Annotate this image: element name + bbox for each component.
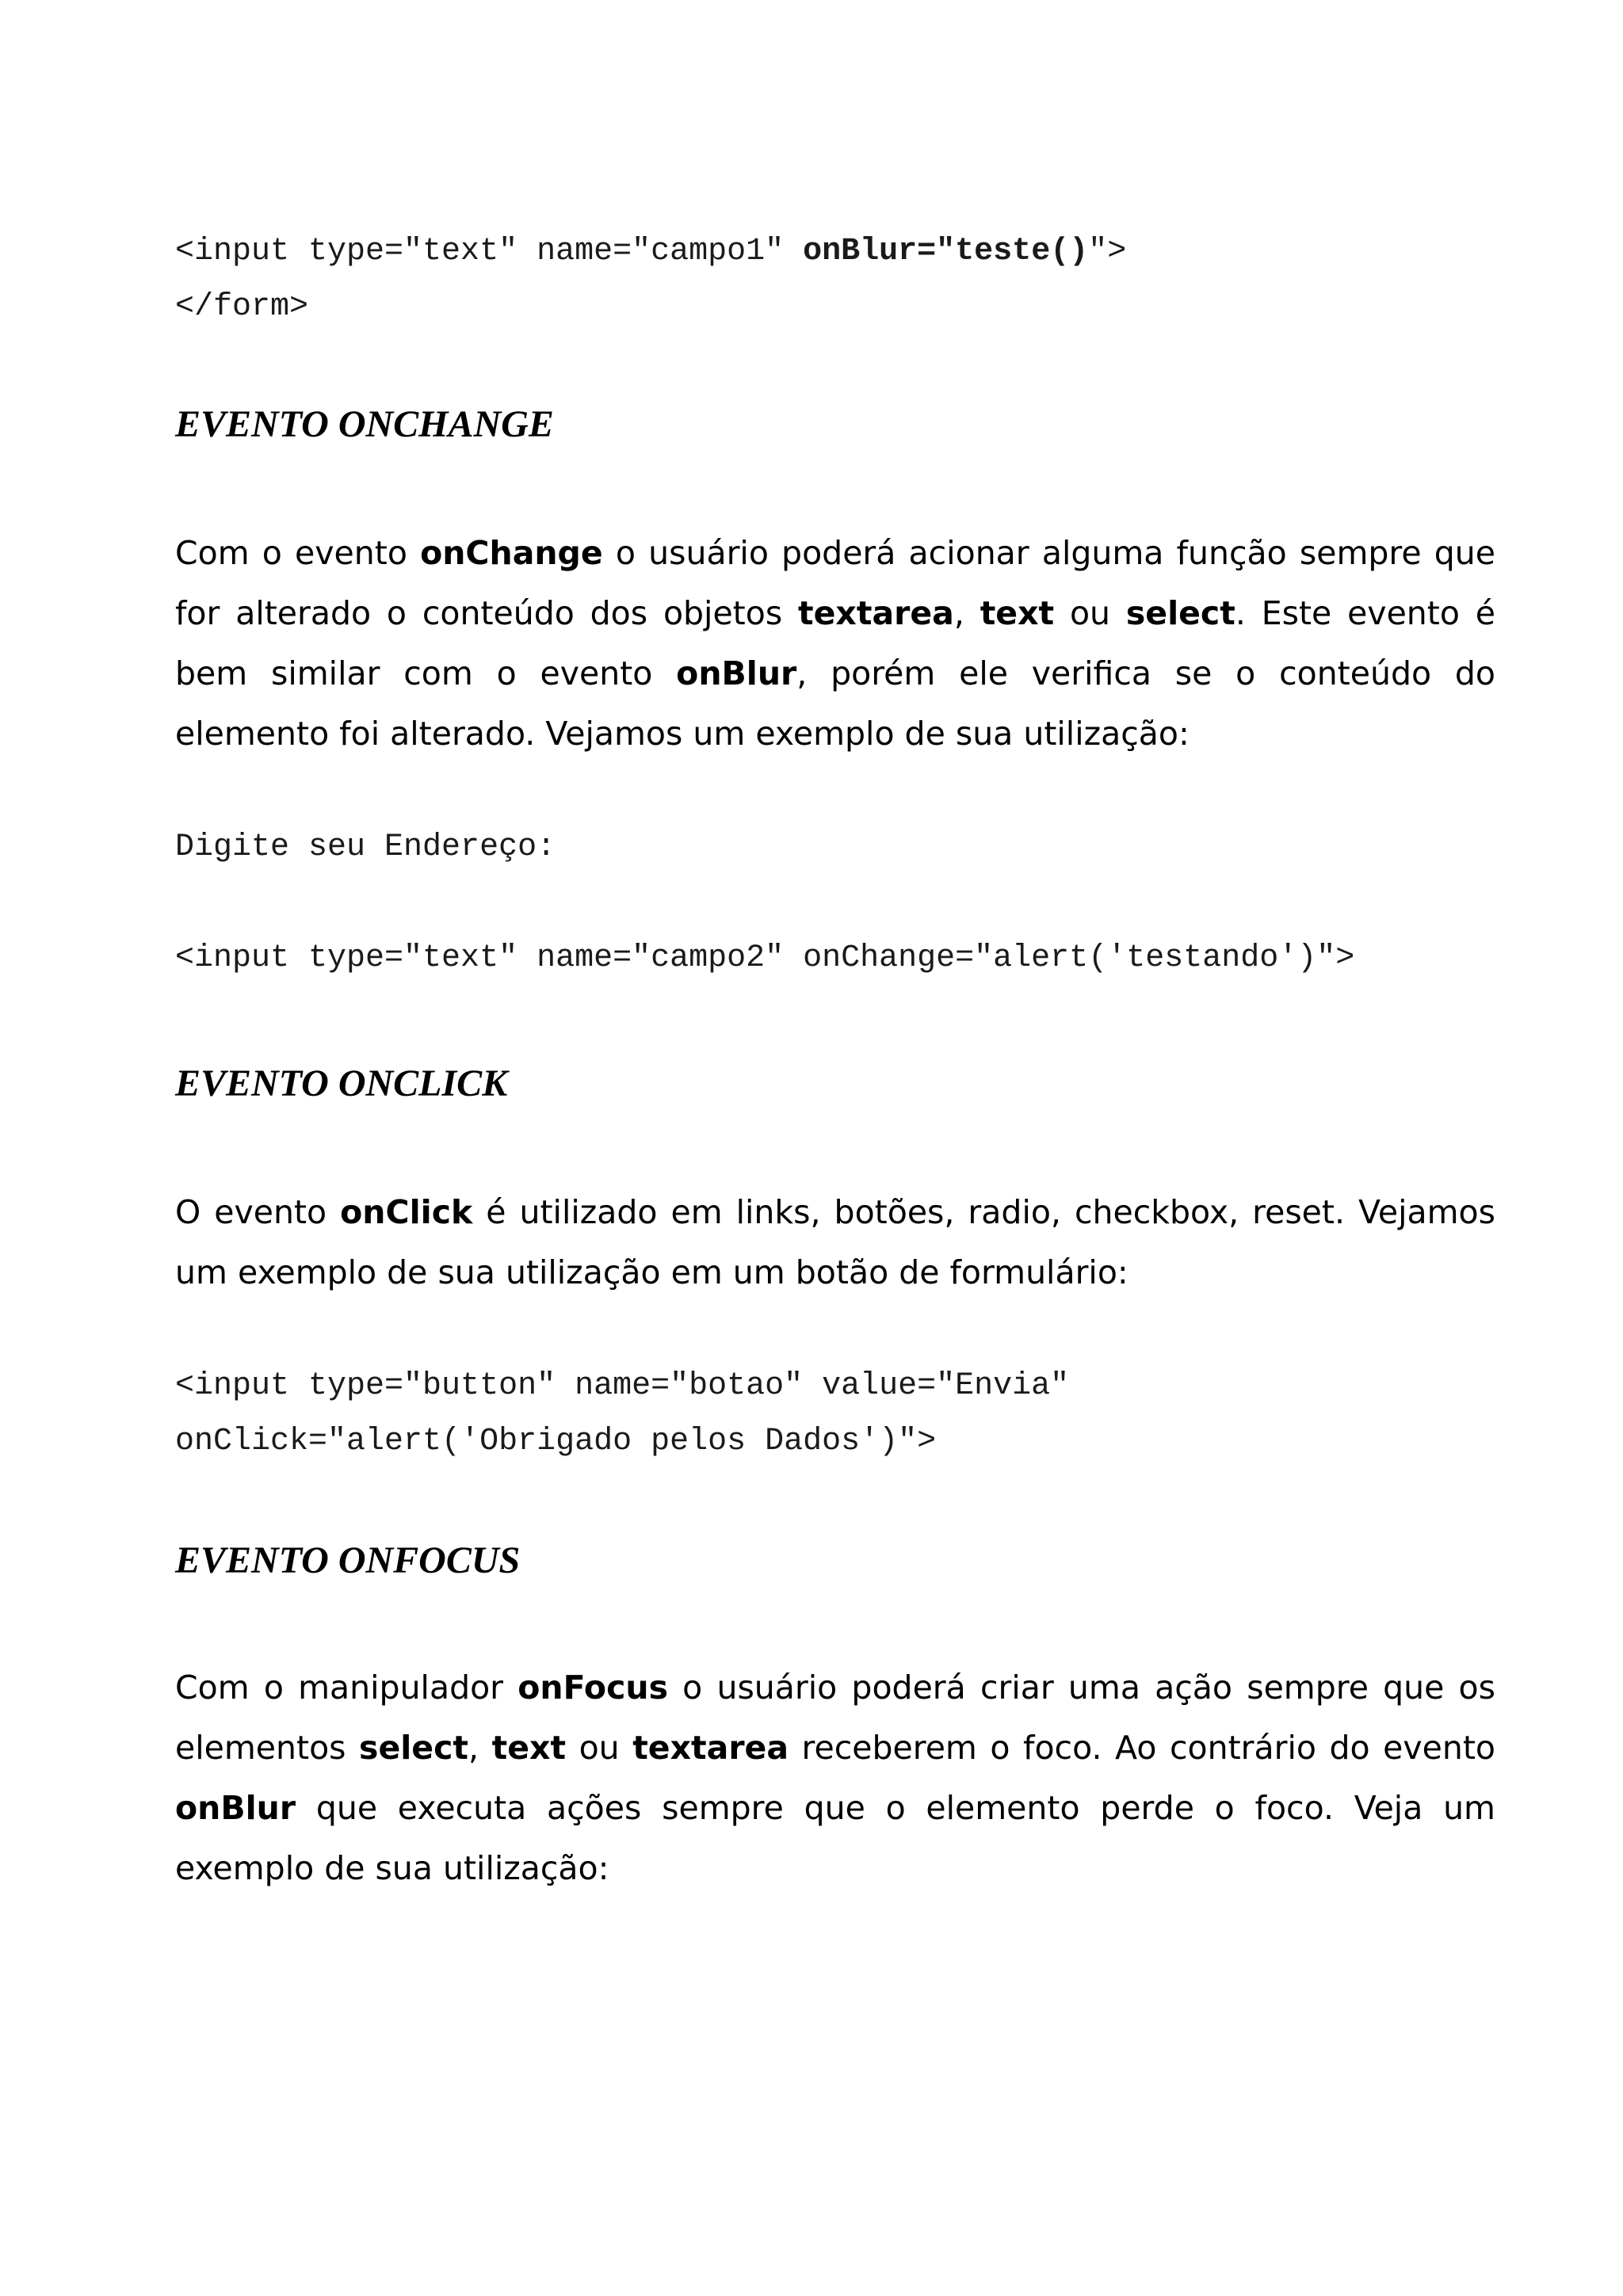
code-line-input-campo1 xyxy=(175,233,1126,271)
text-span: O evento xyxy=(175,1193,341,1231)
paragraph-line xyxy=(175,1182,1495,1242)
code-text: <input type="text" name="campo1" xyxy=(175,234,804,269)
paragraph-line: um exemplo de sua utilização em um botão de formulário: xyxy=(175,1253,1128,1291)
text-span: ou xyxy=(566,1729,633,1767)
paragraph-line: exemplo de sua utilização: xyxy=(175,1849,609,1887)
code-line-input-campo2: <input type="text" name="campo2" onChange="alert('testando')"> xyxy=(175,940,1355,976)
bold-term: onChange xyxy=(420,534,603,572)
text-span: bem similar com o evento xyxy=(175,654,677,692)
text-span: o usuário poderá criar uma ação sempre que os xyxy=(668,1669,1495,1707)
paragraph-line: elemento foi alterado. Vejamos um exemplo de sua utilização: xyxy=(175,715,1190,753)
text-span: elementos xyxy=(175,1729,360,1767)
bold-term: onFocus xyxy=(517,1669,668,1707)
bold-term: textarea xyxy=(798,594,954,632)
text-span: Com o manipulador xyxy=(175,1669,518,1707)
paragraph-onfocus xyxy=(175,1657,1495,1898)
text-span: Com o evento xyxy=(175,534,421,572)
code-text-end: "> xyxy=(1088,234,1127,269)
paragraph-line xyxy=(175,1657,1495,1718)
paragraph-line xyxy=(175,643,1495,704)
code-bold-value: teste() xyxy=(955,234,1089,269)
bold-term: textarea xyxy=(632,1729,789,1767)
bold-term: onClick xyxy=(340,1193,473,1231)
heading-evento-onchange: EVENTO ONCHANGE xyxy=(175,403,554,445)
bold-term: select xyxy=(359,1729,469,1767)
text-span: , xyxy=(468,1729,492,1767)
bold-term: select xyxy=(1125,594,1235,632)
paragraph-line xyxy=(175,523,1495,583)
code-line-onclick-alert: onClick="alert('Obrigado pelos Dados')"> xyxy=(175,1424,937,1459)
paragraph-onclick xyxy=(175,1182,1495,1302)
paragraph-line xyxy=(175,1778,1495,1838)
text-span: for alterado o conteúdo dos objetos xyxy=(175,594,799,632)
code-line-input-button: <input type="button" name="botao" value="Envia" xyxy=(175,1368,1070,1404)
text-span: . Este evento é xyxy=(1235,594,1495,632)
text-span: ou xyxy=(1054,594,1126,632)
text-span: que executa ações sempre que o elemento perde o foco. Veja um xyxy=(296,1789,1495,1827)
code-bold-attr: onBlur=" xyxy=(803,234,956,269)
text-span: o usuário poderá acionar alguma função sempre que xyxy=(602,534,1495,572)
text-span: , porém ele verifica se o conteúdo do xyxy=(796,654,1495,692)
heading-evento-onclick: EVENTO ONCLICK xyxy=(175,1062,508,1104)
bold-term: onBlur xyxy=(676,654,797,692)
paragraph-line xyxy=(175,583,1495,643)
code-label-endereco: Digite seu Endereço: xyxy=(175,830,556,865)
paragraph-onchange xyxy=(175,523,1495,764)
bold-term: onBlur xyxy=(175,1789,296,1827)
text-span: é utilizado em links, botões, radio, checkbox, reset. Vejamos xyxy=(472,1193,1495,1231)
code-line-form-close: </form> xyxy=(175,289,309,325)
heading-evento-onfocus: EVENTO ONFOCUS xyxy=(175,1539,521,1581)
text-span: , xyxy=(953,594,980,632)
bold-term: text xyxy=(491,1729,567,1767)
bold-term: text xyxy=(980,594,1055,632)
text-span: receberem o foco. Ao contrário do evento xyxy=(789,1729,1495,1767)
paragraph-line xyxy=(175,1718,1495,1778)
